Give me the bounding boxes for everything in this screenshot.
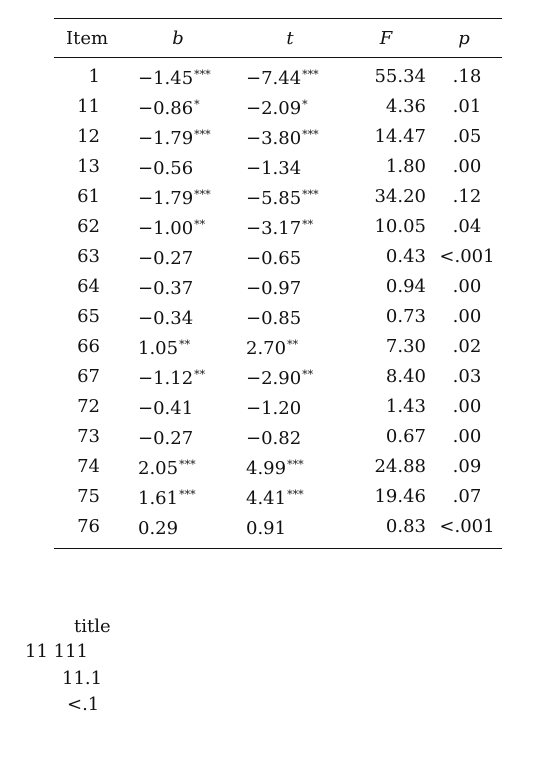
cell-item [54, 302, 122, 332]
significance-stars: *** [179, 488, 196, 501]
results-table [54, 18, 502, 549]
cell-f [346, 152, 426, 182]
cell-item [54, 422, 122, 452]
significance-stars: ** [194, 368, 206, 381]
header-item: Item [66, 27, 109, 49]
cell-b [122, 182, 234, 212]
cell-item-value: 1 [88, 66, 100, 87]
cell-p-value: .04 [452, 216, 482, 237]
cell-f [346, 422, 426, 452]
cell-p [426, 452, 502, 482]
cell-b-value: −0.34 [138, 308, 194, 329]
significance-stars: *** [302, 188, 319, 201]
cell-f [346, 332, 426, 362]
cell-t [234, 272, 346, 302]
significance-stars: ** [194, 218, 206, 231]
cell-p [426, 92, 502, 122]
cell-t [234, 392, 346, 422]
cell-t-value: 2.70 [246, 338, 287, 359]
cell-p [426, 332, 502, 362]
cell-item-value: 67 [77, 366, 100, 387]
table-header [54, 19, 502, 57]
cell-item-value: 13 [77, 156, 100, 177]
cell-b-value: −0.27 [138, 248, 194, 269]
cell-f-value: 0.83 [385, 516, 426, 537]
cell-f-value: 24.88 [374, 456, 426, 477]
cell-p [426, 242, 502, 272]
cell-f [346, 212, 426, 242]
table-row [54, 512, 502, 542]
cell-item [54, 122, 122, 152]
cell-f [346, 62, 426, 92]
cell-t [234, 452, 346, 482]
cell-p [426, 482, 502, 512]
cell-b [122, 62, 234, 92]
cell-b [122, 92, 234, 122]
cell-b [122, 512, 234, 542]
significance-stars: ** [179, 338, 191, 351]
significance-stars: ** [287, 338, 299, 351]
cell-item [54, 392, 122, 422]
cell-t-value: −0.65 [246, 248, 302, 269]
significance-stars: * [302, 98, 308, 111]
cell-b [122, 482, 234, 512]
significance-stars: *** [179, 458, 196, 471]
table-row [54, 422, 502, 452]
cell-b-value: 1.05 [138, 338, 179, 359]
cell-t-value: −7.44 [246, 68, 302, 89]
cell-item [54, 512, 122, 542]
cell-f-value: 10.05 [374, 216, 426, 237]
cell-t [234, 182, 346, 212]
cell-t [234, 332, 346, 362]
cell-b [122, 242, 234, 272]
cell-f-value: 1.43 [385, 396, 426, 417]
cell-t-value: −0.97 [246, 278, 302, 299]
cell-b-value: −1.79 [138, 188, 194, 209]
table-row [54, 242, 502, 272]
cell-item [54, 242, 122, 272]
significance-stars: *** [302, 68, 319, 81]
cell-f [346, 122, 426, 152]
cell-f [346, 482, 426, 512]
cell-f-value: 1.80 [385, 156, 426, 177]
cell-b [122, 272, 234, 302]
cell-p [426, 62, 502, 92]
cell-f-value: 0.94 [385, 276, 426, 297]
cell-item-value: 73 [77, 426, 100, 447]
cell-item-value: 61 [77, 186, 100, 207]
cell-b-value: −0.41 [138, 398, 194, 419]
cell-item-value: 64 [77, 276, 100, 297]
cell-f-value: 55.34 [374, 66, 426, 87]
cell-f [346, 392, 426, 422]
cell-b [122, 452, 234, 482]
cell-t [234, 362, 346, 392]
cell-t-value: −2.09 [246, 98, 302, 119]
cell-t-value: −3.17 [246, 218, 302, 239]
cell-p-value: <.001 [439, 246, 495, 267]
cell-item-value: 76 [77, 516, 100, 537]
cell-t [234, 122, 346, 152]
cell-item-value: 62 [77, 216, 100, 237]
cell-f [346, 512, 426, 542]
significance-stars: *** [287, 488, 304, 501]
cell-b-value: 1.61 [138, 488, 179, 509]
cell-b-value: 2.05 [138, 458, 179, 479]
cell-f [346, 242, 426, 272]
table-row [54, 392, 502, 422]
cell-f-value: 0.43 [385, 246, 426, 267]
cell-item [54, 362, 122, 392]
cell-p [426, 362, 502, 392]
cell-t-value: −0.85 [246, 308, 302, 329]
cell-item-value: 63 [77, 246, 100, 267]
regression-table [54, 19, 502, 57]
cell-p [426, 422, 502, 452]
cell-p [426, 152, 502, 182]
cell-t-value: −0.82 [246, 428, 302, 449]
cell-t [234, 242, 346, 272]
regression-table-body [54, 62, 502, 542]
cell-b-value: −1.79 [138, 128, 194, 149]
cell-p-value: .00 [452, 156, 482, 177]
cell-b [122, 422, 234, 452]
cell-item [54, 182, 122, 212]
cell-b-value: −1.45 [138, 68, 194, 89]
table-row [54, 362, 502, 392]
cell-item-value: 12 [77, 126, 100, 147]
cell-item [54, 152, 122, 182]
cell-b-value: −1.00 [138, 218, 194, 239]
cell-b-value: −0.37 [138, 278, 194, 299]
cell-p-value: .05 [452, 126, 482, 147]
header-f: F [379, 27, 393, 49]
table-row [54, 62, 502, 92]
header-t: t [286, 27, 294, 49]
cell-item-value: 74 [77, 456, 100, 477]
cell-p-value: .12 [452, 186, 482, 207]
cell-item-value: 65 [77, 306, 100, 327]
cell-b-value: −0.56 [138, 158, 194, 179]
cell-b [122, 302, 234, 332]
cell-f-value: 4.36 [385, 96, 426, 117]
significance-stars: *** [194, 68, 211, 81]
cell-b [122, 362, 234, 392]
cell-t-value: 0.91 [246, 518, 287, 539]
cell-f [346, 92, 426, 122]
cell-p [426, 272, 502, 302]
cell-f-value: 0.73 [385, 306, 426, 327]
cell-t [234, 422, 346, 452]
cell-p [426, 392, 502, 422]
cell-b [122, 152, 234, 182]
cell-b-value: −1.12 [138, 368, 194, 389]
cell-t-value: −5.85 [246, 188, 302, 209]
table-row [54, 92, 502, 122]
cell-t [234, 482, 346, 512]
cell-p-value: .00 [452, 276, 482, 297]
cell-t [234, 512, 346, 542]
cell-p [426, 512, 502, 542]
table-row [54, 122, 502, 152]
cell-f-value: 14.47 [374, 126, 426, 147]
significance-stars: ** [302, 368, 314, 381]
cell-item-value: 75 [77, 486, 100, 507]
cell-item-value: 72 [77, 396, 100, 417]
cell-f [346, 272, 426, 302]
cell-p-value: .18 [452, 66, 482, 87]
cell-p [426, 302, 502, 332]
cell-p [426, 122, 502, 152]
table-row [54, 152, 502, 182]
table-body [54, 62, 502, 542]
cell-p [426, 182, 502, 212]
header-row [54, 19, 502, 57]
cell-p-value: .03 [452, 366, 482, 387]
table-row [54, 332, 502, 362]
cell-f-value: 7.30 [385, 336, 426, 357]
cell-t [234, 152, 346, 182]
cell-f-value: 8.40 [385, 366, 426, 387]
cell-f-value: 19.46 [374, 486, 426, 507]
significance-stars: *** [287, 458, 304, 471]
cell-item [54, 332, 122, 362]
cell-b-value: 0.29 [138, 518, 179, 539]
cell-f-value: 34.20 [374, 186, 426, 207]
cell-p-value: <.001 [439, 516, 495, 537]
cell-t [234, 62, 346, 92]
cell-t [234, 302, 346, 332]
header-p: p [458, 27, 470, 49]
significance-stars: ** [302, 218, 314, 231]
fragment-number: 11 111 [25, 641, 88, 662]
cell-f [346, 182, 426, 212]
cell-item [54, 272, 122, 302]
cell-item [54, 212, 122, 242]
cell-item-value: 11 [77, 96, 100, 117]
table-row [54, 212, 502, 242]
table-row [54, 302, 502, 332]
table-row [54, 182, 502, 212]
cell-p-value: .01 [452, 96, 482, 117]
cell-b [122, 122, 234, 152]
cell-t-value: 4.41 [246, 488, 287, 509]
header-b: b [172, 27, 184, 49]
cell-p-value: .07 [452, 486, 482, 507]
table-bottom-rule [54, 548, 502, 549]
cell-f [346, 452, 426, 482]
cell-t [234, 212, 346, 242]
cell-b [122, 212, 234, 242]
cell-item [54, 452, 122, 482]
cell-item [54, 62, 122, 92]
cell-t-value: 4.99 [246, 458, 287, 479]
fragment-p-value: <.1 [67, 694, 100, 715]
cell-f [346, 302, 426, 332]
significance-stars: *** [194, 128, 211, 141]
significance-stars: * [194, 98, 200, 111]
cell-item-value: 66 [77, 336, 100, 357]
cell-t-value: −3.80 [246, 128, 302, 149]
cell-t-value: −1.34 [246, 158, 302, 179]
cell-t [234, 92, 346, 122]
cell-t-value: −2.90 [246, 368, 302, 389]
cell-p-value: .09 [452, 456, 482, 477]
cell-p-value: .00 [452, 306, 482, 327]
significance-stars: *** [302, 128, 319, 141]
cell-b-value: −0.27 [138, 428, 194, 449]
table-row [54, 452, 502, 482]
cell-p [426, 212, 502, 242]
cell-f-value: 0.67 [385, 426, 426, 447]
cell-item [54, 482, 122, 512]
table-row [54, 272, 502, 302]
cell-b-value: −0.86 [138, 98, 194, 119]
cell-b [122, 392, 234, 422]
cell-f [346, 362, 426, 392]
table-row [54, 482, 502, 512]
cell-b [122, 332, 234, 362]
cell-p-value: .02 [452, 336, 482, 357]
significance-stars: *** [194, 188, 211, 201]
cell-p-value: .00 [452, 396, 482, 417]
cell-item [54, 92, 122, 122]
cell-t-value: −1.20 [246, 398, 302, 419]
cell-p-value: .00 [452, 426, 482, 447]
fragment-decimal: 11.1 [62, 668, 103, 689]
fragment-title: title [74, 616, 111, 637]
